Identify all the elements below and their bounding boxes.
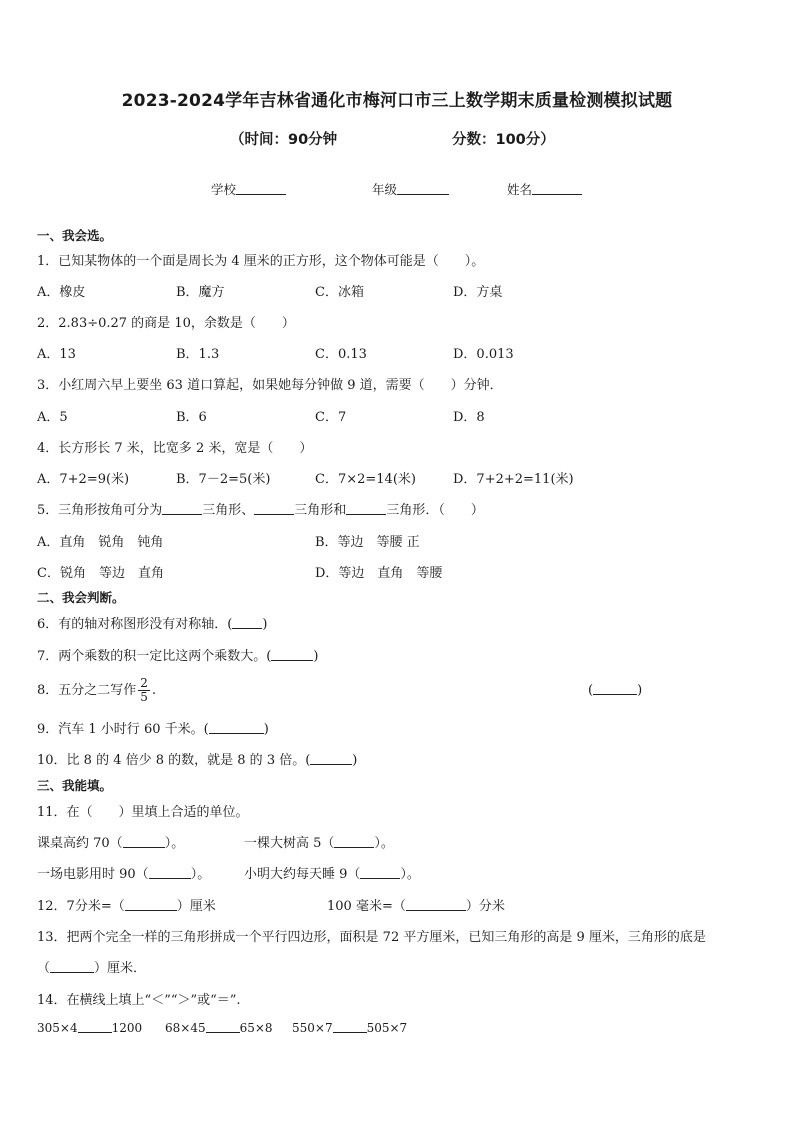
q2-option-c[interactable]: C．0.13 bbox=[315, 347, 367, 362]
q7-answer-blank[interactable] bbox=[271, 648, 313, 661]
q12-a-blank[interactable] bbox=[125, 898, 177, 911]
question-6 bbox=[37, 613, 267, 632]
q5-blank-2[interactable] bbox=[254, 502, 294, 515]
q11-desk-blank[interactable] bbox=[123, 835, 165, 848]
q13-close: ）厘米． bbox=[94, 961, 147, 976]
name-field[interactable] bbox=[507, 180, 582, 198]
q14-e2-left: 68×45 bbox=[165, 1021, 206, 1035]
q9-answer-blank[interactable] bbox=[209, 721, 264, 734]
q4-option-c[interactable]: C．7×2=14(米) bbox=[315, 472, 416, 487]
fraction-two-fifths bbox=[138, 677, 150, 704]
q6-text: 6．有的轴对称图形没有对称轴．( bbox=[37, 617, 233, 632]
q11-item-movie bbox=[37, 863, 210, 882]
q11-sleep-text: 小明大约每天睡 9（ bbox=[244, 867, 361, 882]
q14-compare-1 bbox=[37, 1020, 142, 1035]
q11-desk-text: 课桌高约 70（ bbox=[37, 836, 123, 851]
q8-open: ( bbox=[588, 683, 594, 698]
q5-blank-3[interactable] bbox=[346, 502, 386, 515]
q12-a-text: 12．7分米=（ bbox=[37, 899, 125, 914]
q6-answer-blank[interactable] bbox=[232, 616, 262, 629]
q3-option-c[interactable]: C．7 bbox=[315, 410, 347, 425]
q14-e2-right: 65×8 bbox=[239, 1021, 273, 1035]
q14-e1-blank[interactable] bbox=[78, 1020, 112, 1033]
grade-blank[interactable] bbox=[397, 182, 449, 195]
page-title: 2023-2024学年吉林省通化市梅河口市三上数学期末质量检测模拟试题 bbox=[121, 91, 673, 111]
q11-sleep-close: ）。 bbox=[400, 867, 420, 882]
q7-text: 7．两个乘数的积一定比这两个乘数大。( bbox=[37, 649, 272, 664]
q1-option-b[interactable]: B．魔方 bbox=[176, 285, 225, 300]
question-5 bbox=[37, 499, 484, 518]
q5-stem-mid-2: 三角形和 bbox=[294, 503, 347, 518]
q5-stem-start: 5．三角形按角可分为 bbox=[37, 503, 163, 518]
q4-option-d[interactable]: D．7+2+2=11(米) bbox=[453, 472, 574, 487]
question-4: 4．长方形长 7 米，比宽多 2 米，宽是（ ） bbox=[37, 441, 313, 456]
q10-text: 10．比 8 的 4 倍少 8 的数，就是 8 的 3 倍。( bbox=[37, 753, 311, 768]
q1-option-c[interactable]: C．冰箱 bbox=[315, 285, 364, 300]
section-heading-1: 一、我会选。 bbox=[37, 228, 113, 243]
q12-b-text: 100 毫米=（ bbox=[327, 899, 406, 914]
school-blank[interactable] bbox=[236, 182, 286, 195]
fraction-denominator: 5 bbox=[140, 690, 148, 704]
time-limit: （时间：90分钟 bbox=[230, 132, 338, 148]
q3-option-b[interactable]: B．6 bbox=[176, 410, 207, 425]
q13-answer-blank[interactable] bbox=[50, 960, 94, 973]
q14-e3-blank[interactable] bbox=[333, 1020, 367, 1033]
q4-option-b[interactable]: B．7－2=5(米) bbox=[176, 472, 271, 487]
q5-option-c[interactable]: C．锐角 等边 直角 bbox=[37, 566, 164, 581]
question-3: 3．小红周六早上要坐 63 道口算起，如果她每分钟做 9 道，需要（ ）分钟． bbox=[37, 378, 503, 393]
q14-e2-blank[interactable] bbox=[206, 1020, 240, 1033]
total-score: 分数：100分） bbox=[452, 132, 555, 148]
q11-sleep-blank[interactable] bbox=[360, 866, 400, 879]
q11-item-desk bbox=[37, 832, 184, 851]
q14-compare-2 bbox=[165, 1020, 273, 1035]
q12-a-unit: ）厘米 bbox=[176, 899, 216, 914]
q5-option-d[interactable]: D．等边 直角 等腰 bbox=[315, 566, 443, 581]
q8-text: 8．五分之二写作 bbox=[37, 683, 137, 698]
q4-option-a[interactable]: A．7+2=9(米) bbox=[37, 472, 130, 487]
q3-option-a[interactable]: A．5 bbox=[37, 410, 68, 425]
q5-option-b[interactable]: B．等边 等腰 正 bbox=[315, 535, 420, 550]
q11-item-sleep bbox=[244, 863, 420, 882]
name-blank[interactable] bbox=[532, 182, 582, 195]
q2-option-b[interactable]: B．1.3 bbox=[176, 347, 220, 362]
q13-answer bbox=[37, 957, 146, 976]
q9-close: ) bbox=[263, 722, 269, 737]
grade-label: 年级 bbox=[372, 182, 398, 197]
q11-item-tree bbox=[244, 832, 394, 851]
school-field[interactable] bbox=[211, 180, 286, 198]
q5-blank-1[interactable] bbox=[162, 502, 202, 515]
school-label: 学校 bbox=[211, 182, 237, 197]
q10-answer-blank[interactable] bbox=[310, 752, 352, 765]
q13-open: （ bbox=[37, 961, 51, 976]
question-1: 1．已知某物体的一个面是周长为 4 厘米的正方形，这个物体可能是（ ）。 bbox=[37, 254, 485, 269]
question-9 bbox=[37, 718, 269, 737]
q1-option-a[interactable]: A．橡皮 bbox=[37, 285, 86, 300]
q5-stem-end: 三角形．（ ） bbox=[386, 503, 484, 518]
q5-stem-mid-1: 三角形、 bbox=[202, 503, 255, 518]
q6-close: ) bbox=[262, 617, 268, 632]
q14-compare-3 bbox=[292, 1020, 407, 1035]
question-8 bbox=[37, 677, 156, 704]
q11-movie-text: 一场电影用时 90（ bbox=[37, 867, 149, 882]
q11-desk-close: ）。 bbox=[164, 836, 185, 851]
q14-e1-left: 305×4 bbox=[37, 1021, 78, 1035]
question-10 bbox=[37, 749, 357, 768]
q12-b-unit: ）分米 bbox=[465, 899, 505, 914]
q1-option-d[interactable]: D．方桌 bbox=[453, 285, 503, 300]
q10-close: ) bbox=[352, 753, 358, 768]
q14-e3-right: 505×7 bbox=[366, 1021, 408, 1035]
name-label: 姓名 bbox=[507, 182, 533, 197]
question-14: 14．在横线上填上“＜”“＞”或“＝”. bbox=[37, 993, 241, 1008]
q8-answer-blank[interactable] bbox=[593, 682, 637, 695]
fraction-numerator: 2 bbox=[140, 676, 148, 690]
q5-option-a[interactable]: A．直角 锐角 钝角 bbox=[37, 535, 164, 550]
q11-tree-close: ）。 bbox=[374, 836, 394, 851]
q8-answer bbox=[588, 682, 642, 698]
q3-option-d[interactable]: D．8 bbox=[453, 410, 485, 425]
question-11: 11．在（ ）里填上合适的单位。 bbox=[37, 805, 249, 820]
q8-dot: . bbox=[151, 683, 157, 698]
q14-e1-right: 1200 bbox=[111, 1021, 143, 1035]
section-heading-3: 三、我能填。 bbox=[37, 778, 113, 793]
q9-text: 9．汽车 1 小时行 60 千米。( bbox=[37, 722, 209, 737]
q11-tree-text: 一棵大树高 5（ bbox=[244, 836, 335, 851]
section-heading-2: 二、我会判断。 bbox=[37, 590, 125, 605]
q14-e3-left: 550×7 bbox=[292, 1021, 333, 1035]
q12-b-blank[interactable] bbox=[406, 898, 466, 911]
question-13: 13．把两个完全一样的三角形拼成一个平行四边形，面积是 72 平方厘米，已知三角形的高是 9 厘米，三角形的底是 bbox=[37, 930, 706, 945]
q7-close: ) bbox=[313, 649, 319, 664]
question-12-part-2 bbox=[327, 895, 505, 914]
grade-field[interactable] bbox=[372, 180, 449, 198]
question-12-part-1 bbox=[37, 895, 216, 914]
q2-option-a[interactable]: A．13 bbox=[37, 347, 76, 362]
q11-movie-close: ）。 bbox=[190, 867, 211, 882]
q11-movie-blank[interactable] bbox=[149, 866, 191, 879]
q2-option-d[interactable]: D．0.013 bbox=[453, 347, 514, 362]
question-7 bbox=[37, 645, 318, 664]
q11-tree-blank[interactable] bbox=[334, 835, 374, 848]
question-2: 2．2.83÷0.27 的商是 10，余数是（ ） bbox=[37, 316, 295, 331]
q8-close: ) bbox=[637, 683, 643, 698]
